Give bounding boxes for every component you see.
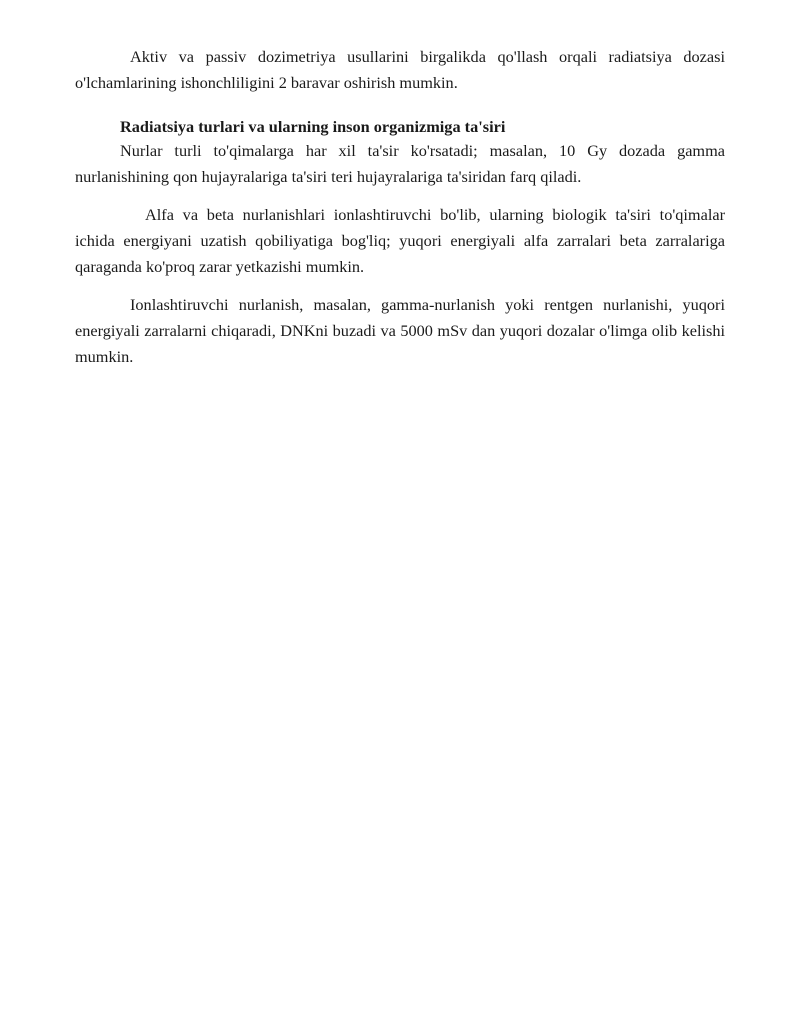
paragraph-tissue-effects: Nurlar turli to'qimalarga har xil ta'sir ko'rsatadi; masalan, 10 Gy dozada gamma nurlanishining qon hujayralariga ta'siri teri hujayralariga ta'siridan farq qiladi.: [75, 141, 725, 186]
paragraph-dosimetry: Aktiv va passiv dozimetriya usullarini birgalikda qo'llash orqali radiatsiya dozasi o'lchamlarining ishonchliligini 2 baravar oshirish mumkin.: [75, 47, 725, 92]
document-page: [75, 44, 725, 370]
section-heading: Radiatsiya turlari va ularning inson organizmiga ta'siri: [120, 117, 506, 136]
paragraph-alpha-beta: Alfa va beta nurlanishlari ionlashtiruvchi bo'lib, ularning biologik ta'siri to'qimalar ichida energiyani uzatish qobiliyatiga bog'liq; yuqori energiyali alfa zarralari beta zarralariga qaraganda ko'proq zarar yetkazishi mumkin.: [75, 205, 725, 276]
paragraph-ionizing-radiation: Ionlashtiruvchi nurlanish, masalan, gamma-nurlanish yoki rentgen nurlanishi, yuqori energiyali zarralarni chiqaradi, DNKni buzadi va 5000 mSv dan yuqori dozalar o'limga olib kelishi mumkin.: [75, 295, 725, 366]
